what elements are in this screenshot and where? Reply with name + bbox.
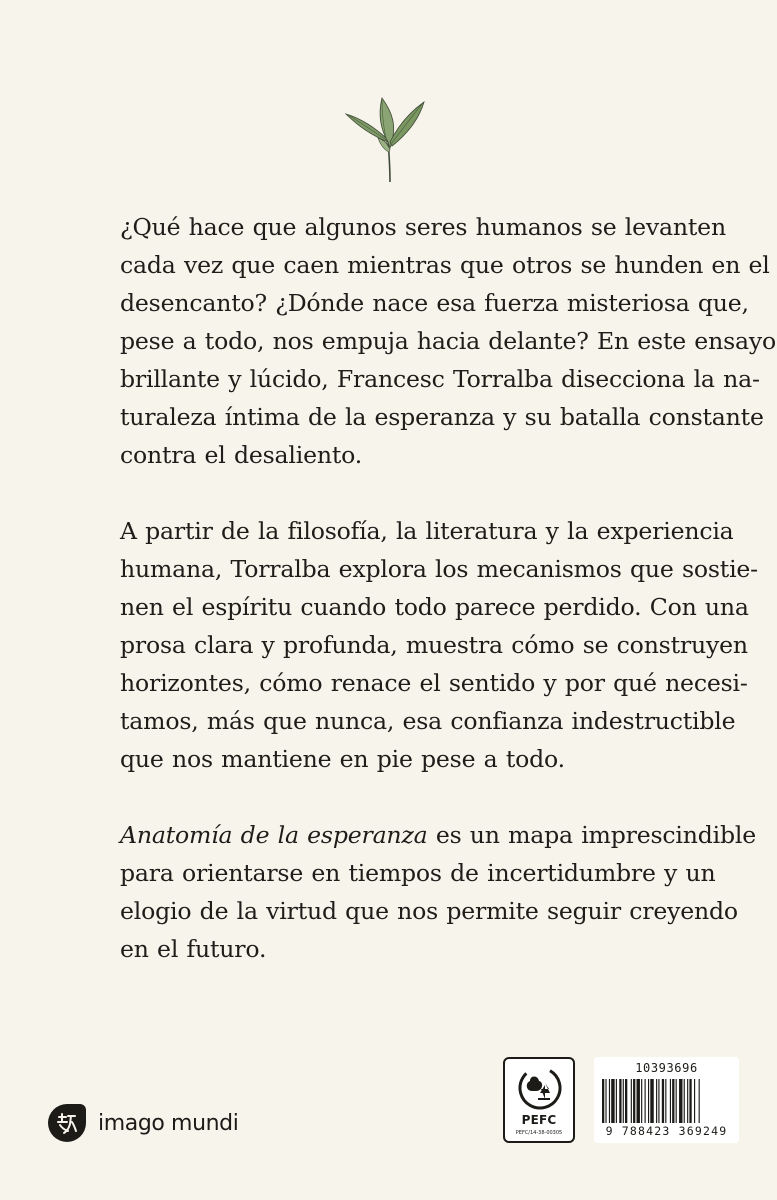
publisher-mark bbox=[48, 1104, 238, 1142]
blurb-line: contra el desaliento. bbox=[120, 441, 363, 469]
book-title: Anatomía de la esperanza bbox=[120, 821, 428, 849]
blurb-line-rest: es un mapa imprescindible bbox=[427, 821, 756, 849]
blurb-line: turaleza íntima de la esperanza y su batalla constante bbox=[120, 403, 764, 431]
blurb-line: elogio de la virtud que nos permite seguir creyendo bbox=[120, 897, 738, 925]
blurb-line: en el futuro. bbox=[120, 935, 267, 963]
isbn-barcode bbox=[594, 1057, 739, 1143]
sprout-leaves-icon bbox=[340, 92, 436, 184]
blurb-line: que nos mantiene en pie pese a todo. bbox=[120, 745, 565, 773]
blurb-paragraph-2 bbox=[120, 512, 758, 778]
barcode-bars bbox=[602, 1079, 731, 1123]
pefc-tree-icon bbox=[516, 1065, 564, 1111]
blurb-line: ¿Qué hace que algunos seres humanos se levanten bbox=[120, 213, 726, 241]
pefc-label: PEFC bbox=[521, 1113, 557, 1127]
blurb-line bbox=[120, 816, 756, 854]
blurb-line: desencanto? ¿Dónde nace esa fuerza misteriosa que, bbox=[120, 289, 749, 317]
blurb-line: horizontes, cómo renace el sentido y por qué necesi- bbox=[120, 669, 748, 697]
blurb-line: cada vez que caen mientras que otros se hunden en el bbox=[120, 251, 770, 279]
blurb-line: nen el espíritu cuando todo parece perdido. Con una bbox=[120, 593, 749, 621]
barcode-isbn-digits: 9 788423 369249 bbox=[605, 1124, 728, 1138]
blurb-line: para orientarse en tiempos de incertidumbre y un bbox=[120, 859, 716, 887]
barcode-top-number: 10393696 bbox=[635, 1061, 698, 1075]
blurb-paragraph-1 bbox=[120, 208, 776, 474]
blurb-line: pese a todo, nos empuja hacia delante? En este ensayo bbox=[120, 327, 776, 355]
pefc-certification bbox=[503, 1057, 575, 1143]
blurb-line: tamos, más que nunca, esa confianza indestructible bbox=[120, 707, 736, 735]
publisher-name: imago mundi bbox=[98, 1110, 239, 1136]
sprout-illustration bbox=[340, 92, 436, 184]
blurb-line: prosa clara y profunda, muestra cómo se construyen bbox=[120, 631, 748, 659]
blurb-line: A partir de la filosofía, la literatura y la experiencia bbox=[120, 517, 734, 545]
blurb-paragraph-3 bbox=[120, 816, 756, 968]
blurb-line: humana, Torralba explora los mecanismos que sostie- bbox=[120, 555, 758, 583]
blurb-line: brillante y lúcido, Francesc Torralba disecciona la na- bbox=[120, 365, 760, 393]
pefc-code: PEFC/14-38-00305 bbox=[515, 1130, 563, 1136]
publisher-logo-icon bbox=[48, 1104, 86, 1142]
back-cover-blurb bbox=[120, 208, 776, 968]
